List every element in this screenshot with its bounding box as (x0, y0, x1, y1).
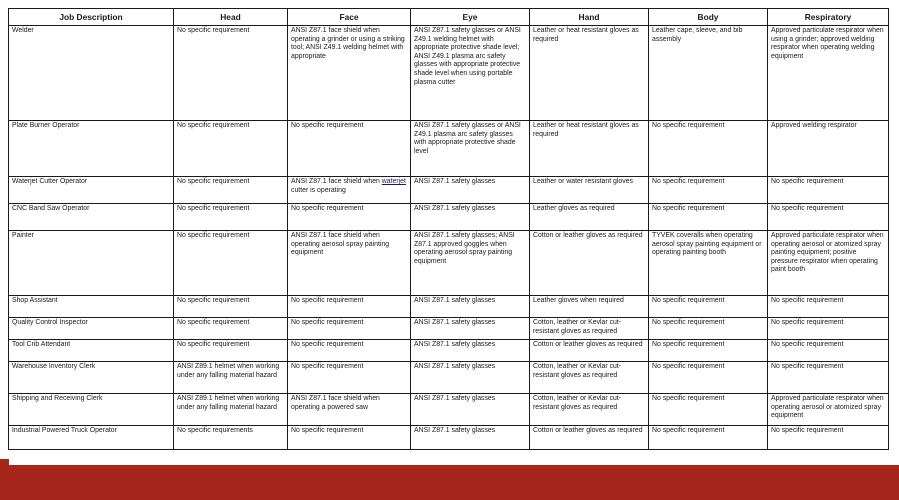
eye-cell: ANSI Z87.1 safety glasses (411, 177, 530, 204)
table-row (9, 204, 889, 231)
respiratory-cell: Approved particulate respirator when using a grinder; approved welding respirator when operating welding equipment (768, 26, 889, 121)
eye-cell: ANSI Z87.1 safety glasses (411, 204, 530, 231)
head-cell: No specific requirement (174, 26, 288, 121)
face-cell: ANSI Z87.1 face shield when operating a grinder or using a striking tool; ANSI Z49.1 welding helmet with appropriate (288, 26, 411, 121)
hand-cell: Leather gloves when required (530, 296, 649, 318)
eye-cell: ANSI Z87.1 safety glasses (411, 340, 530, 362)
eye-cell: ANSI Z87.1 safety glasses or ANSI Z49.1 welding helmet with appropriate protective shade level; ANSI Z49.1 plasma arc safety glasses with appropriate protective shade level when using portable plasma cutter (411, 26, 530, 121)
face-cell: No specific requirement (288, 121, 411, 177)
respiratory-cell: No specific requirement (768, 426, 889, 450)
eye-cell: ANSI Z87.1 safety glasses (411, 394, 530, 426)
eye-cell: ANSI Z87.1 safety glasses (411, 362, 530, 394)
job-cell: Welder (9, 26, 174, 121)
face-cell: No specific requirement (288, 318, 411, 340)
table-row (9, 318, 889, 340)
face-cell: No specific requirement (288, 340, 411, 362)
respiratory-cell: No specific requirement (768, 362, 889, 394)
eye-cell: ANSI Z87.1 safety glasses (411, 318, 530, 340)
job-cell: Plate Burner Operator (9, 121, 174, 177)
respiratory-cell: No specific requirement (768, 296, 889, 318)
body-cell: No specific requirement (649, 362, 768, 394)
table-row (9, 121, 889, 177)
face-cell: ANSI Z87.1 face shield when operating a powered saw (288, 394, 411, 426)
head-cell: No specific requirement (174, 340, 288, 362)
table-row (9, 394, 889, 426)
face-cell: No specific requirement (288, 296, 411, 318)
body-cell: No specific requirement (649, 204, 768, 231)
waterjet-link[interactable]: waterjet (381, 178, 406, 185)
job-cell: Tool Crib Attendant (9, 340, 174, 362)
eye-cell: ANSI Z87.1 safety glasses; ANSI Z87.1 approved goggles when operating aerosol spray painting equipment (411, 231, 530, 296)
eye-cell: ANSI Z87.1 safety glasses (411, 426, 530, 450)
table-row (9, 177, 889, 204)
job-cell: Warehouse Inventory Clerk (9, 362, 174, 394)
body-cell: No specific requirement (649, 426, 768, 450)
head-cell: ANSI Z89.1 helmet when working under any falling material hazard (174, 394, 288, 426)
body-cell: No specific requirement (649, 296, 768, 318)
hand-cell: Leather or water resistant gloves (530, 177, 649, 204)
hand-cell: Leather gloves as required (530, 204, 649, 231)
table-row (9, 362, 889, 394)
hand-cell: Cotton or leather gloves as required (530, 231, 649, 296)
body-cell: No specific requirement (649, 177, 768, 204)
table-row (9, 231, 889, 296)
table-row (9, 426, 889, 450)
head-cell: No specific requirement (174, 296, 288, 318)
head-cell: No specific requirement (174, 204, 288, 231)
body-cell: Leather cape, sleeve, and bib assembly (649, 26, 768, 121)
job-cell: Shipping and Receiving Clerk (9, 394, 174, 426)
hand-cell: Cotton, leather or Kevlar cut-resistant gloves as required (530, 318, 649, 340)
hand-cell: Cotton, leather or Kevlar cut-resistant gloves as required (530, 394, 649, 426)
ppe-requirements-table (8, 8, 889, 450)
column-header-job-description: Job Description (9, 9, 174, 26)
respiratory-cell: Approved welding respirator (768, 121, 889, 177)
job-cell: Waterjet Cutter Operator (9, 177, 174, 204)
job-cell: CNC Band Saw Operator (9, 204, 174, 231)
face-cell: ANSI Z87.1 face shield when operating aerosol spray painting equipment (288, 231, 411, 296)
face-cell (288, 177, 411, 204)
head-cell: No specific requirement (174, 121, 288, 177)
table-row (9, 340, 889, 362)
column-header-body: Body (649, 9, 768, 26)
job-cell: Painter (9, 231, 174, 296)
face-cell: No specific requirement (288, 426, 411, 450)
hand-cell: Leather or heat resistant gloves as required (530, 26, 649, 121)
face-text-pre: ANSI Z87.1 face shield when (291, 178, 382, 185)
face-cell: No specific requirement (288, 362, 411, 394)
column-header-head: Head (174, 9, 288, 26)
respiratory-cell: Approved particulate respirator when operating aerosol or atomized spray painting equipment; positive pressure respirator when operating paint booth (768, 231, 889, 296)
head-cell: ANSI Z89.1 helmet when working under any falling material hazard (174, 362, 288, 394)
body-cell: TYVEK coveralls when operating aerosol spray painting equipment or operating painting booth (649, 231, 768, 296)
footer-bar (0, 465, 899, 500)
eye-cell: ANSI Z87.1 safety glasses or ANSI Z49.1 plasma arc safety glasses with appropriate protective shade level (411, 121, 530, 177)
face-cell: No specific requirement (288, 204, 411, 231)
table-row (9, 26, 889, 121)
head-cell: No specific requirement (174, 318, 288, 340)
table-row (9, 296, 889, 318)
hand-cell: Cotton, leather or Kevlar cut-resistant gloves as required (530, 362, 649, 394)
head-cell: No specific requirement (174, 177, 288, 204)
hand-cell: Cotton or leather gloves as required (530, 426, 649, 450)
head-cell: No specific requirements (174, 426, 288, 450)
respiratory-cell: Approved particulate respirator when operating aerosol or atomized spray equipment (768, 394, 889, 426)
table-header-row (9, 9, 889, 26)
body-cell: No specific requirement (649, 318, 768, 340)
body-cell: No specific requirement (649, 340, 768, 362)
respiratory-cell: No specific requirement (768, 177, 889, 204)
eye-cell: ANSI Z87.1 safety glasses (411, 296, 530, 318)
column-header-respiratory: Respiratory (768, 9, 889, 26)
head-cell: No specific requirement (174, 231, 288, 296)
job-cell: Industrial Powered Truck Operator (9, 426, 174, 450)
hand-cell: Leather or heat resistant gloves as required (530, 121, 649, 177)
respiratory-cell: No specific requirement (768, 340, 889, 362)
job-cell: Shop Assistant (9, 296, 174, 318)
face-text-post: cutter is operating (291, 186, 346, 194)
column-header-face: Face (288, 9, 411, 26)
column-header-eye: Eye (411, 9, 530, 26)
column-header-hand: Hand (530, 9, 649, 26)
hand-cell: Cotton or leather gloves as required (530, 340, 649, 362)
body-cell: No specific requirement (649, 394, 768, 426)
respiratory-cell: No specific requirement (768, 318, 889, 340)
job-cell: Quality Control Inspector (9, 318, 174, 340)
body-cell: No specific requirement (649, 121, 768, 177)
respiratory-cell: No specific requirement (768, 204, 889, 231)
